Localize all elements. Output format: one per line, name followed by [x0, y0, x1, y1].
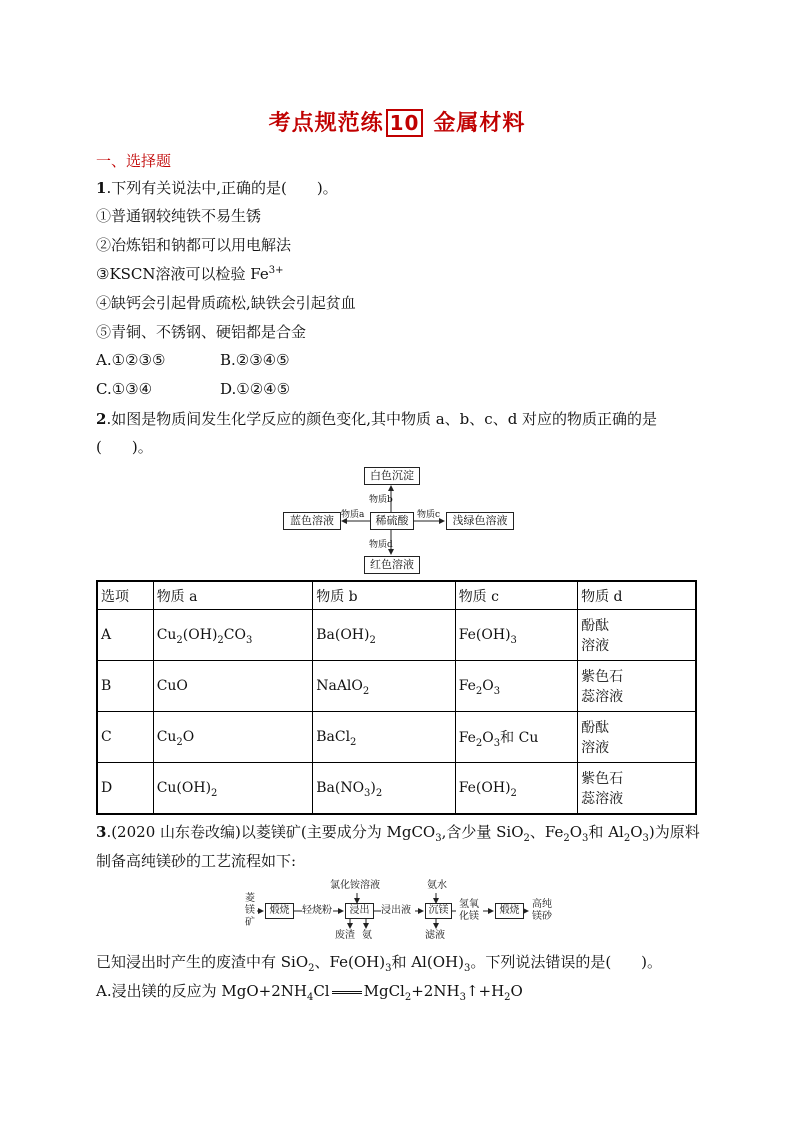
flow-mg-hydroxide: 氢氧化镁 — [459, 899, 479, 922]
table-row — [97, 661, 696, 712]
option-cell: B — [97, 661, 153, 712]
q2-text: .如图是物质间发生化学反应的颜色变化,其中物质 a、b、c、d 对应的物质正确的是 — [106, 410, 658, 428]
q3-stem-cont: 制备高纯镁砂的工艺流程如下: — [96, 852, 297, 870]
flow-light-powder: 轻烧粉 — [302, 905, 332, 916]
title-left: 考点规范练 — [268, 111, 384, 136]
substance-d-cell: 紫色石 蕊溶液 — [578, 661, 696, 712]
flow-nh4cl-solution: 氯化铵溶液 — [330, 880, 380, 891]
q1-option-b[interactable]: B.②③④⑤ — [220, 351, 290, 369]
substance-b-cell: NaAlO$_2$ — [313, 661, 455, 712]
header-cell: 物质 b — [313, 581, 455, 610]
substance-d-cell: 紫色石 蕊溶液 — [578, 763, 696, 815]
diagram-left-box: 蓝色溶液 — [283, 512, 341, 530]
q1-item-3-text: ③KSCN溶液可以检验 Fe — [96, 265, 269, 283]
q2-options-table — [96, 580, 697, 815]
flow-box-leach: 浸出 — [345, 903, 374, 919]
flow-residue: 废渣 — [335, 930, 355, 941]
flow-box-calcine-2: 煅烧 — [495, 903, 524, 919]
q3-option-a[interactable]: A.浸出镁的反应为 $MgO+2NH_4Cl$ $MgCl_2+2NH_3↑+H_2O$ — [96, 982, 523, 1003]
flow-box-precipitate: 沉镁 — [425, 903, 452, 919]
header-cell: 物质 d — [578, 581, 696, 610]
option-cell: D — [97, 763, 153, 815]
diagram-bottom-box: 红色溶液 — [364, 556, 420, 574]
substance-c-cell: $Fe_2O_3$和 Cu — [455, 712, 577, 763]
diagram-label-c: 物质c — [417, 510, 441, 520]
substance-c-cell: $Fe(OH)_2$ — [455, 763, 577, 815]
q1-text: .下列有关说法中,正确的是( )。 — [106, 179, 338, 197]
substance-d-cell: 酚酞 溶液 — [578, 712, 696, 763]
q2-number: 2 — [96, 410, 107, 428]
diagram-center-box: 稀硫酸 — [370, 512, 414, 530]
q1-option-c[interactable]: C.①③④ — [96, 380, 153, 398]
substance-a-cell: $Cu_2(OH)_2CO_3$ — [153, 610, 313, 661]
option-cell: C — [97, 712, 153, 763]
flow-end: 高纯镁砂 — [532, 899, 552, 922]
substance-a-cell: CuO — [153, 661, 313, 712]
diagram-right-box: 浅绿色溶液 — [446, 512, 514, 530]
flow-leachate: 浸出液 — [381, 905, 411, 916]
flow-ammonia-water: 氨水 — [427, 880, 447, 891]
substance-c-cell: $Fe(OH)_3$ — [455, 610, 577, 661]
q1-number: 1 — [96, 179, 107, 197]
substance-b-cell: BaCl$_2$ — [313, 712, 455, 763]
table-row — [97, 763, 696, 815]
flow-box-calcine-1: 煅烧 — [265, 903, 294, 919]
flow-filtrate: 滤液 — [425, 930, 445, 941]
substance-b-cell: $Ba(OH)_2$ — [313, 610, 455, 661]
header-cell: 物质 c — [455, 581, 577, 610]
title-number-badge: 10 — [386, 109, 424, 137]
q3-known: 已知浸出时产生的废渣中有 SiO$_2$、$Fe(OH)_3$和 $Al(OH)_3$。下列说法错误的是( )。 — [96, 953, 663, 974]
diagram-label-a: 物质a — [341, 510, 365, 520]
q3-stem: 3.(2020 山东卷改编)以菱镁矿(主要成分为 MgCO$_3$,含少量 SiO$_2$、$Fe_2O_3$和 $Al_2O_3$)为原料 — [96, 823, 700, 844]
option-cell: A — [97, 610, 153, 661]
section-heading: 一、选择题 — [96, 152, 172, 170]
table-row — [97, 610, 696, 661]
table-header-row — [97, 581, 696, 610]
title-right: 金属材料 — [433, 111, 526, 136]
substance-a-cell: $Cu_2O$ — [153, 712, 313, 763]
q1-item-4: ④缺钙会引起骨质疏松,缺铁会引起贫血 — [96, 294, 356, 312]
substance-a-cell: $Cu(OH)_2$ — [153, 763, 313, 815]
diagram-label-d: 物质d — [369, 540, 393, 550]
diagram-label-b: 物质b — [369, 495, 393, 505]
q1-option-a[interactable]: A.①②③⑤ — [96, 351, 166, 369]
flow-ammonia-out: 氨 — [362, 930, 372, 941]
substance-c-cell: $Fe_2O_3$ — [455, 661, 577, 712]
header-cell: 物质 a — [153, 581, 313, 610]
q1-option-d[interactable]: D.①②④⑤ — [220, 380, 291, 398]
q1-item-5: ⑤青铜、不锈钢、硬铝都是合金 — [96, 323, 307, 341]
q1-item-2: ②冶炼铝和钠都可以用电解法 — [96, 236, 292, 254]
table-row — [97, 712, 696, 763]
substance-d-cell: 酚酞 溶液 — [578, 610, 696, 661]
flow-start: 菱镁矿 — [245, 893, 255, 928]
diagram-top-box: 白色沉淀 — [364, 467, 420, 485]
substance-b-cell: $Ba(NO_3)_2$ — [313, 763, 455, 815]
header-cell: 选项 — [97, 581, 153, 610]
q3-source: .(2020 山东卷改编) — [106, 823, 241, 841]
q2-stem-cont: ( )。 — [96, 438, 153, 456]
q1-item-3-sup: 3+ — [268, 265, 284, 276]
q3-number: 3 — [96, 823, 107, 841]
q1-item-1: ①普通钢较纯铁不易生锈 — [96, 207, 262, 225]
